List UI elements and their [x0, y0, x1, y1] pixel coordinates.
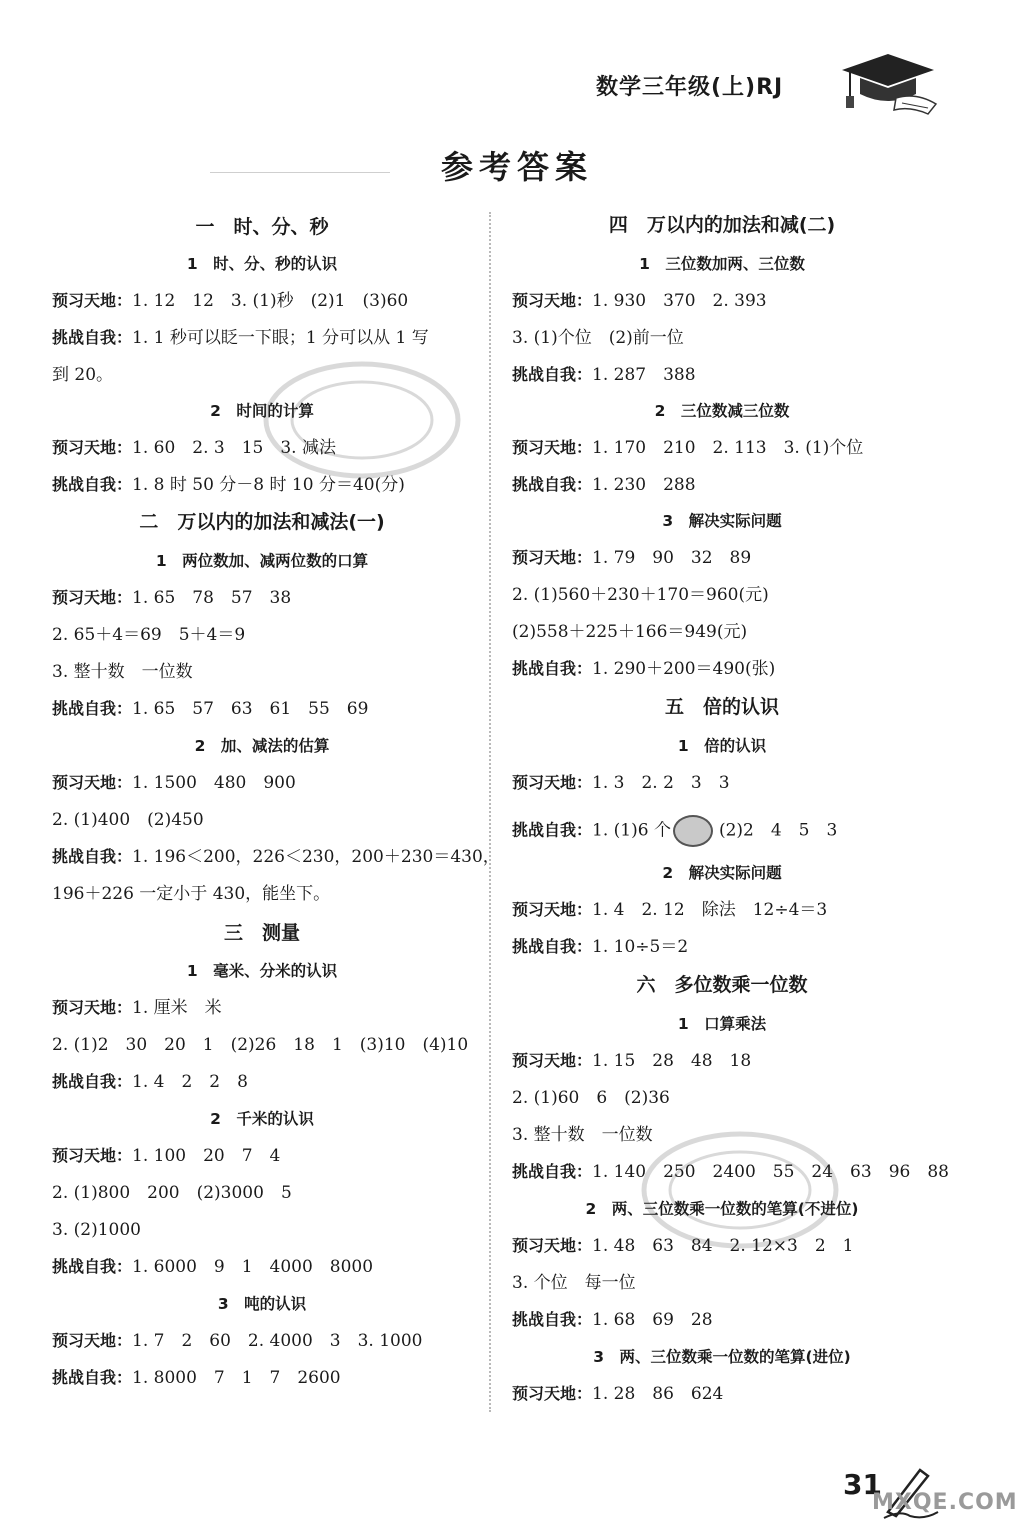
chapter-heading: 二 万以内的加法和减法(一): [139, 511, 385, 533]
answer-line: [512, 1086, 670, 1110]
answer-text: 3. 整十数 一位数: [52, 662, 193, 682]
answer-line: [52, 586, 291, 610]
answer-text: 2. (1)2 30 20 1 (2)26 18 1 (3)10 (4)10: [52, 1035, 469, 1055]
answer-label: 预习天地：: [512, 900, 593, 919]
answer-line: [512, 620, 747, 644]
answer-text: 196＋226 一定小于 430，能坐下。: [52, 884, 331, 904]
answer-label: 预习天地：: [52, 438, 133, 457]
answer-label: 预习天地：: [512, 291, 593, 310]
answer-label: 预习天地：: [512, 438, 593, 457]
answer-label: 预习天地：: [512, 1236, 593, 1255]
answer-text: 1. 79 90 32 89: [592, 548, 752, 568]
answer-text: 1. 1 秒可以眨一下眼；1 分可以从 1 写: [132, 328, 429, 348]
answer-line: [512, 898, 827, 922]
answer-text: 1. 6000 9 1 4000 8000: [132, 1257, 374, 1277]
answer-line: [512, 546, 751, 570]
answer-line: [52, 1218, 141, 1242]
answer-line: [512, 436, 863, 460]
answer-text: 1. 15 28 48 18: [592, 1051, 752, 1071]
answer-label: 预习天地：: [512, 773, 593, 792]
answer-line: [52, 326, 429, 350]
answer-label: 预习天地：: [512, 1051, 593, 1070]
answer-line: [52, 1366, 341, 1390]
answer-line: [52, 845, 500, 869]
answer-text: 1. 4 2 2 8: [132, 1072, 248, 1092]
answer-line: [512, 363, 696, 387]
answer-text: 2. 65＋4＝69 5＋4＝9: [52, 625, 246, 645]
column-divider: [489, 212, 491, 1412]
answer-text: 1. 厘米 米: [132, 998, 222, 1018]
answer-text: 1. 290＋200＝490(张): [592, 659, 776, 679]
answer-label: 挑战自我：: [512, 1162, 593, 1181]
answer-text: 1. 10÷5＝2: [592, 937, 689, 957]
answer-text: 1. 930 370 2. 393: [592, 291, 767, 311]
answer-text: 1. 100 20 7 4: [132, 1146, 281, 1166]
answer-line: [52, 996, 222, 1020]
answer-line: [512, 1271, 636, 1295]
title-rule: [210, 172, 390, 173]
header-subject: 数学三年级(上)RJ: [596, 75, 784, 100]
answer-label: 挑战自我：: [512, 820, 593, 840]
answer-label: 挑战自我：: [52, 1072, 133, 1091]
answer-label: 预习天地：: [52, 1146, 133, 1165]
answer-line: [52, 623, 245, 647]
answer-text: 到 20。: [52, 365, 114, 385]
answer-line: [52, 1033, 468, 1057]
answer-text: 1. 48 63 84 2. 12×3 2 1: [592, 1236, 854, 1256]
answer-line: [512, 1049, 751, 1073]
section-heading: 1 三位数加两、三位数: [639, 255, 805, 273]
answer-label: 预习天地：: [512, 548, 593, 567]
circle-icon: [673, 815, 713, 847]
answer-text: 1. 3 2. 2 3 3: [592, 773, 730, 793]
answer-text: 3. (1)个位 (2)前一位: [512, 328, 684, 348]
answer-line: [52, 660, 193, 684]
answer-line: [52, 1255, 373, 1279]
section-heading: 3 吨的认识: [217, 1295, 307, 1313]
section-heading: 1 毫米、分米的认识: [186, 962, 338, 980]
answer-text: (2)2 4 5 3: [718, 820, 838, 841]
answer-line: [52, 697, 368, 721]
answer-label: 挑战自我：: [512, 1310, 593, 1329]
answer-text: 2. (1)800 200 (2)3000 5: [52, 1183, 292, 1203]
answer-line: [512, 935, 688, 959]
answer-label: 挑战自我：: [52, 475, 133, 494]
answer-label: 预习天地：: [512, 1384, 593, 1403]
section-heading: 2 两、三位数乘一位数的笔算(不进位): [585, 1200, 859, 1218]
answer-line: [52, 771, 296, 795]
answer-label: 挑战自我：: [52, 328, 133, 347]
answer-text: 1. 170 210 2. 113 3. (1)个位: [592, 438, 864, 458]
answer-line: [512, 771, 730, 795]
answer-line: [52, 1144, 280, 1168]
answer-label: 预习天地：: [52, 998, 133, 1017]
answer-text: 1. 230 288: [592, 475, 696, 495]
answer-text: 3. (2)1000: [52, 1220, 141, 1240]
answer-label: 挑战自我：: [512, 365, 593, 384]
answer-text: 1. 60 2. 3 15 3. 减法: [132, 438, 336, 458]
answer-text: 1. 4 2. 12 除法 12÷4＝3: [592, 900, 828, 920]
answer-line: [52, 363, 113, 387]
answer-text: 1. 7 2 60 2. 4000 3 3. 1000: [132, 1331, 423, 1351]
section-heading: 2 时间的计算: [210, 402, 314, 420]
stamp-icon: [262, 360, 462, 480]
answer-text: 3. 整十数 一位数: [512, 1125, 653, 1145]
answer-label: 预习天地：: [52, 588, 133, 607]
answer-line: [512, 289, 767, 313]
section-heading: 1 口算乘法: [677, 1015, 767, 1033]
graduation-cap-icon: [836, 48, 940, 116]
page-number: 31: [843, 1468, 882, 1501]
answer-text: 2. (1)60 6 (2)36: [512, 1088, 670, 1108]
answer-line: [512, 815, 837, 847]
answer-text: 2. (1)560＋230＋170＝960(元): [512, 585, 769, 605]
chapter-heading: 四 万以内的加法和减(二): [608, 214, 836, 236]
section-heading: 1 倍的认识: [677, 737, 767, 755]
answer-label: 挑战自我：: [512, 937, 593, 956]
answer-text: 1. 68 69 28: [592, 1310, 713, 1330]
section-heading: 2 加、减法的估算: [194, 737, 330, 755]
answer-label: 预习天地：: [52, 773, 133, 792]
answer-label: 挑战自我：: [52, 1368, 133, 1387]
answer-text: (2)558＋225＋166＝949(元): [512, 622, 748, 642]
section-heading: 3 两、三位数乘一位数的笔算(进位): [593, 1348, 851, 1366]
answer-text: 1. 12 12 3. (1)秒 (2)1 (3)60: [132, 291, 409, 311]
answer-line: [512, 1382, 723, 1406]
section-heading: 1 时、分、秒的认识: [186, 255, 338, 273]
page-title: 参考答案: [440, 148, 593, 186]
answer-line: [512, 583, 769, 607]
answer-line: [512, 326, 684, 350]
chapter-heading: 五 倍的认识: [664, 696, 779, 718]
answer-text: 1. 287 388: [592, 365, 696, 385]
answer-text: 1. 140 250 2400 55 24 63 96 88: [592, 1162, 949, 1182]
answer-line: [512, 1308, 713, 1332]
section-heading: 2 三位数减三位数: [654, 402, 790, 420]
chapter-heading: 六 多位数乘一位数: [636, 974, 808, 996]
answer-line: [52, 808, 204, 832]
answer-label: 预习天地：: [52, 291, 133, 310]
answer-text: 1. 1500 480 900: [132, 773, 296, 793]
chapter-heading: 一 时、分、秒: [195, 216, 329, 238]
watermark: MXQE.COM: [872, 1490, 1018, 1515]
answer-line: [512, 1123, 653, 1147]
chapter-heading: 三 测量: [223, 922, 300, 944]
section-heading: 2 解决实际问题: [662, 864, 782, 882]
answer-label: 挑战自我：: [512, 659, 593, 678]
answer-label: 挑战自我：: [512, 475, 593, 494]
section-heading: 2 千米的认识: [210, 1110, 314, 1128]
section-heading: 3 解决实际问题: [662, 512, 782, 530]
answer-text: 1. 65 57 63 61 55 69: [132, 699, 369, 719]
answer-label: 预习天地：: [52, 1331, 133, 1350]
answer-line: [52, 289, 408, 313]
answer-text: 1. 28 86 624: [592, 1384, 724, 1404]
answer-label: 挑战自我：: [52, 699, 133, 718]
answer-line: [512, 473, 696, 497]
section-heading: 1 两位数加、减两位数的口算: [155, 552, 369, 570]
answer-text: 1. (1)6 个: [592, 820, 671, 841]
answer-line: [52, 1070, 248, 1094]
answer-text: 1. 8 时 50 分－8 时 10 分＝40(分): [132, 475, 405, 495]
stamp-icon: [640, 1130, 840, 1250]
answer-text: 1. 65 78 57 38: [132, 588, 292, 608]
answer-label: 挑战自我：: [52, 1257, 133, 1276]
answer-label: 挑战自我：: [52, 847, 133, 866]
answer-text: 1. 196＜200，226＜230，200＋230＝430，: [132, 847, 500, 867]
answer-text: 3. 个位 每一位: [512, 1273, 636, 1293]
answer-line: [512, 657, 775, 681]
answer-text: 1. 8000 7 1 7 2600: [132, 1368, 341, 1388]
answer-line: [52, 1181, 292, 1205]
answer-line: [52, 882, 330, 906]
answer-text: 2. (1)400 (2)450: [52, 810, 204, 830]
answer-line: [52, 1329, 423, 1353]
